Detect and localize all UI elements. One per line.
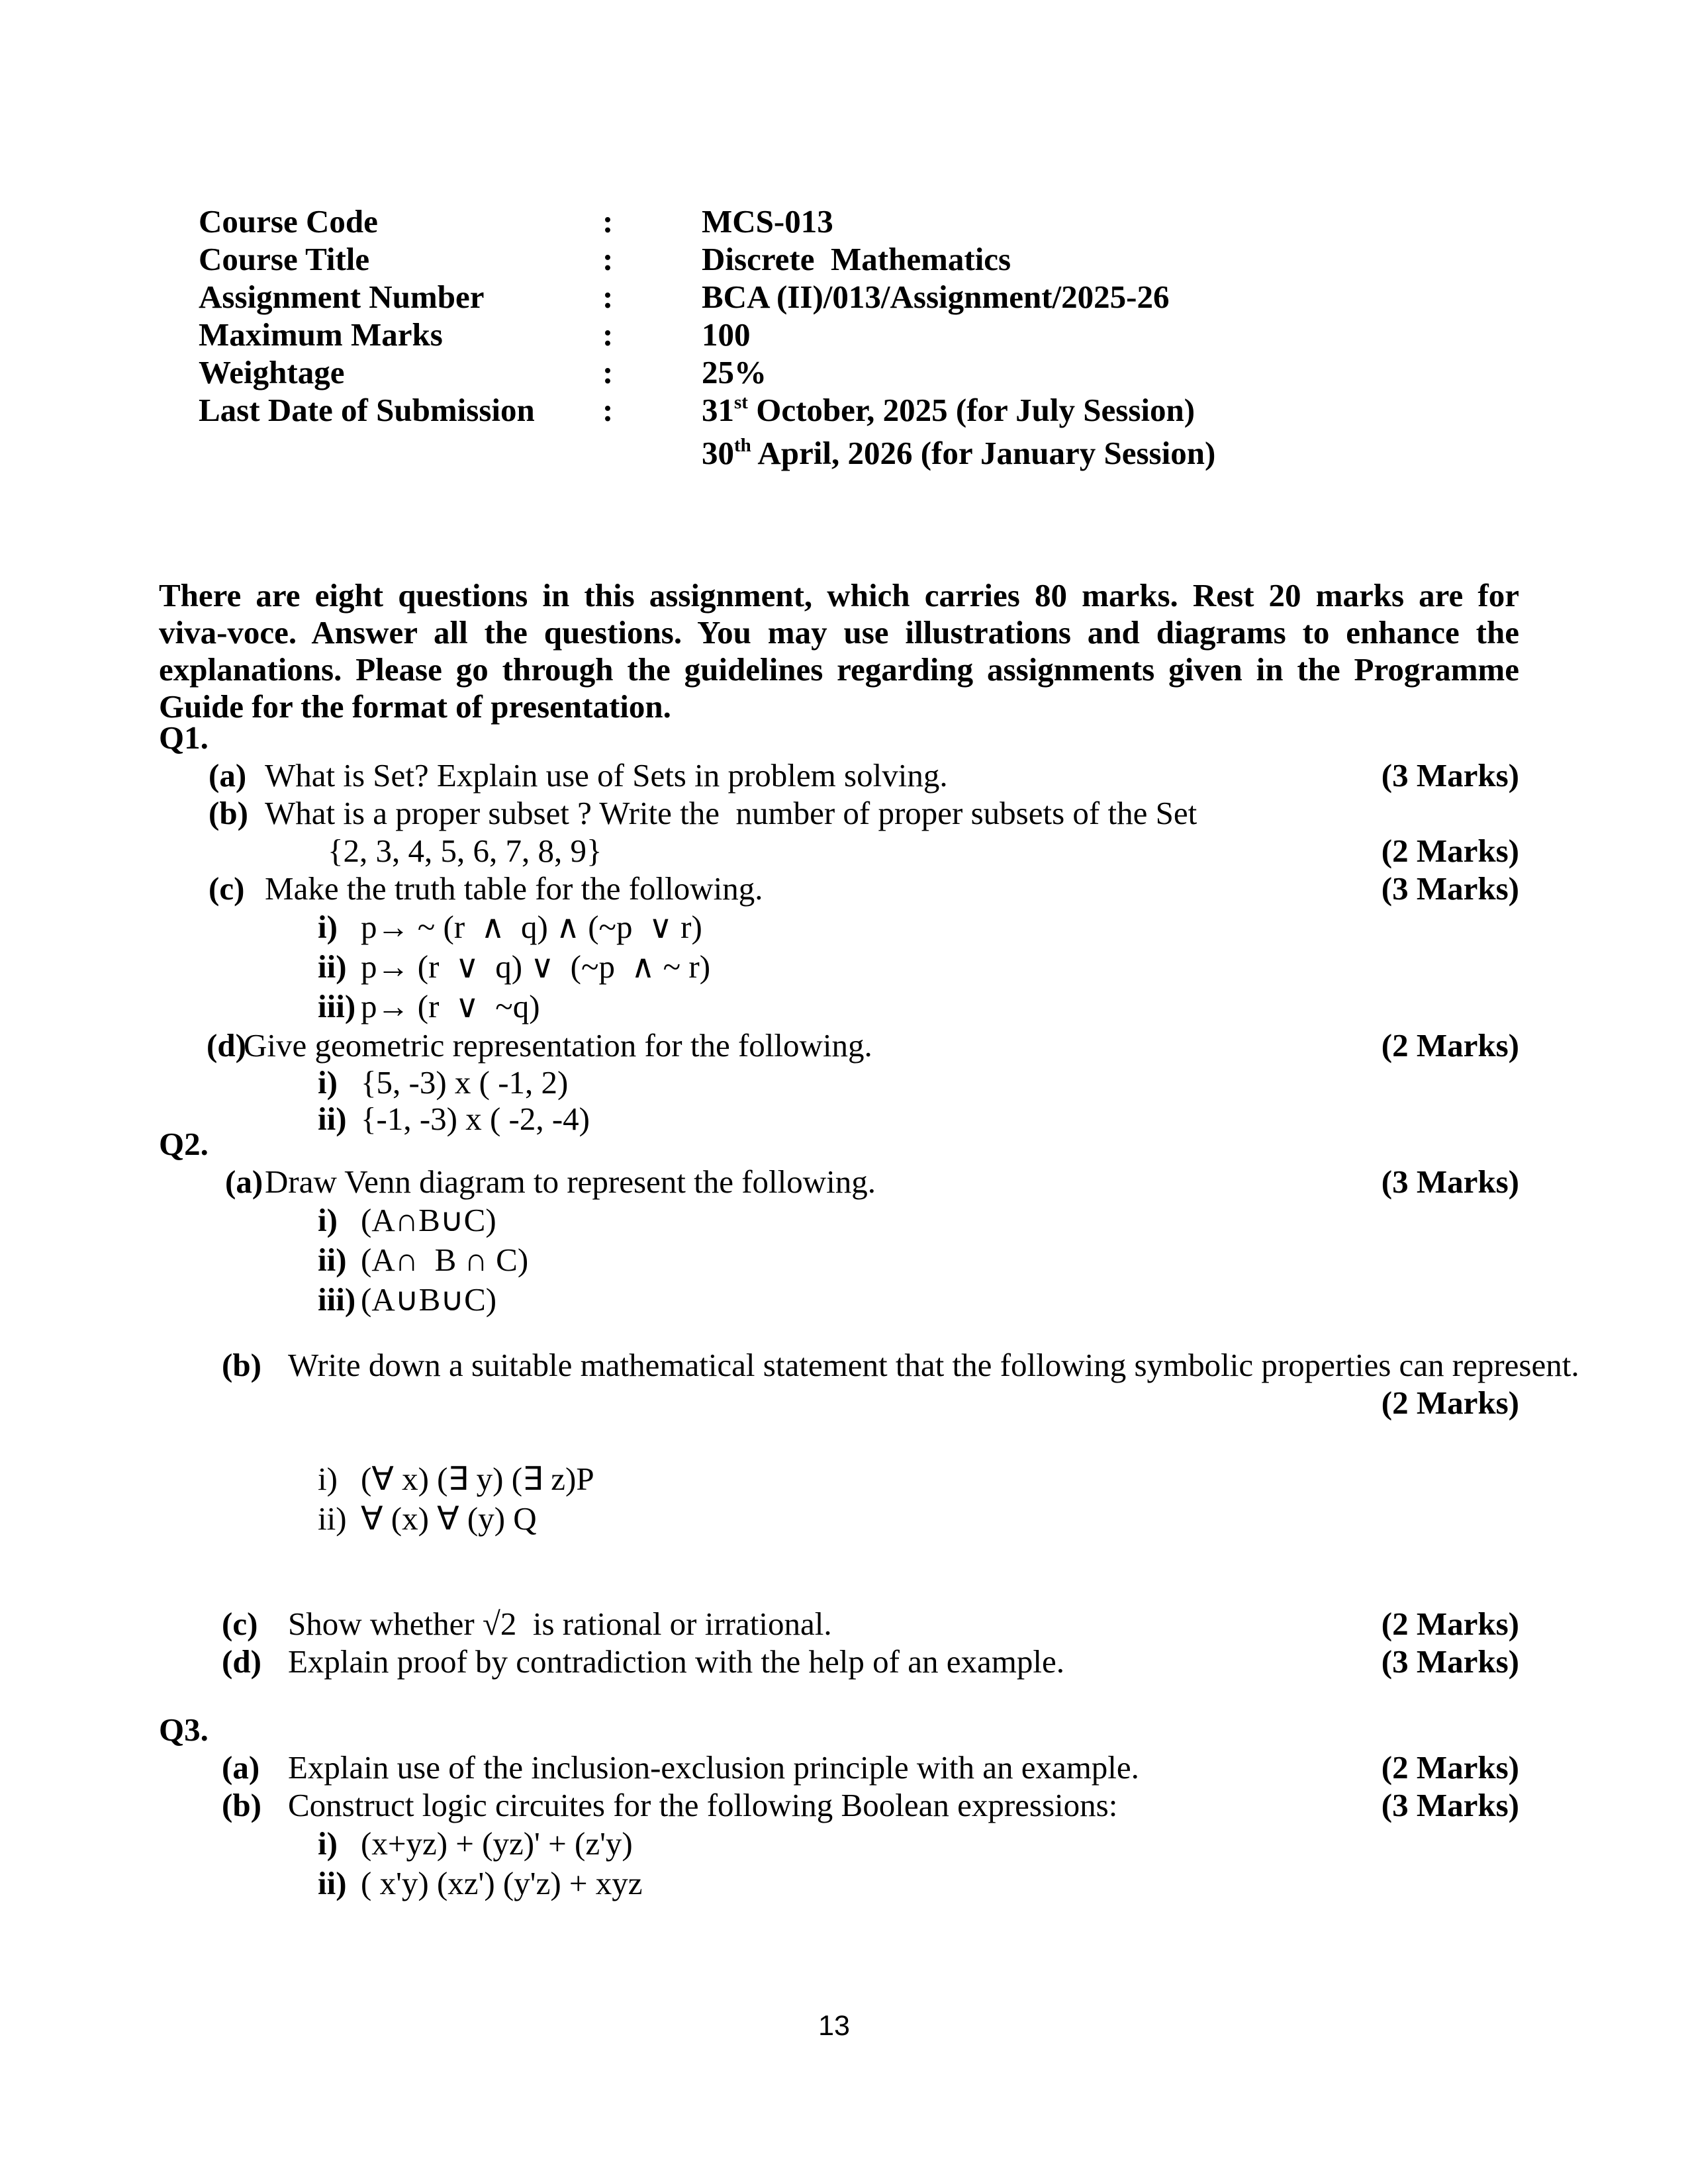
- marks-badge: (3 Marks): [1381, 1643, 1519, 1680]
- quantifier-expression: (∀ x) (∃ y) (∃ z)P: [361, 1461, 594, 1497]
- course-info-table: [199, 203, 1215, 477]
- question-2-title: Q2.: [159, 1126, 209, 1162]
- q1-part-c: [159, 870, 1519, 907]
- last-date-value-july: [702, 391, 1195, 434]
- marks-badge: (3 Marks): [1381, 1163, 1519, 1200]
- part-label: (d): [207, 1027, 246, 1064]
- q1-d-item-i: [159, 1064, 1519, 1101]
- part-label: (a): [222, 1749, 260, 1786]
- q1-part-b: [159, 794, 1519, 832]
- item-number: i): [318, 1825, 338, 1862]
- maximum-marks-label: Maximum Marks: [199, 316, 443, 353]
- marks-badge: (2 Marks): [1381, 1027, 1519, 1064]
- part-label: (c): [209, 870, 245, 907]
- q2-part-b: [159, 1346, 1579, 1384]
- part-text: Write down a suitable mathematical statement that the following symbolic properties can represent.: [288, 1347, 1579, 1383]
- q3-part-b: [159, 1786, 1519, 1824]
- part-text: Draw Venn diagram to represent the following.: [265, 1163, 876, 1200]
- date-day: 30: [702, 435, 734, 471]
- question-2: [159, 1125, 1579, 1680]
- part-label: (a): [225, 1163, 263, 1200]
- item-number: ii): [318, 1242, 347, 1278]
- part-text: What is Set? Explain use of Sets in problem solving.: [265, 757, 948, 794]
- q2-b-item-ii: [159, 1499, 1519, 1539]
- assignment-instructions: [159, 577, 1519, 725]
- question-1-title: Q1.: [159, 719, 209, 756]
- weightage-row: [199, 353, 1215, 391]
- q2-a-item-iii: [159, 1280, 1519, 1320]
- assignment-number-value: BCA (II)/013/Assignment/2025-26: [702, 279, 1170, 315]
- last-date-row: [199, 391, 1215, 434]
- item-number: iii): [318, 988, 356, 1024]
- logic-formula: p→ (r ∨ q) ∨ (~p ∧ ~ r): [361, 948, 711, 985]
- last-date-row-2: [199, 434, 1215, 477]
- q1-part-b-set: [159, 832, 1519, 870]
- interval-expression: {-1, -3) x ( -2, -4): [361, 1101, 590, 1137]
- colon-separator: :: [602, 203, 614, 240]
- weightage-value: 25%: [702, 354, 767, 390]
- last-date-label: Last Date of Submission: [199, 392, 535, 428]
- course-title-value: Discrete Mathematics: [702, 241, 1011, 277]
- set-expression: (A∩ B ∩ C): [361, 1242, 529, 1278]
- colon-separator: :: [602, 241, 614, 277]
- question-1: [159, 719, 1519, 1137]
- q1-part-a: [159, 756, 1519, 794]
- colon-separator: :: [602, 392, 614, 428]
- colon-separator: :: [602, 354, 614, 390]
- item-number: i): [318, 909, 338, 945]
- instructions-line: There are eight questions in this assignment, which carries 80 marks. Rest 20 marks are for: [159, 577, 1519, 614]
- part-text: Give geometric representation for the following.: [244, 1027, 872, 1064]
- item-number: ii): [318, 1101, 347, 1137]
- date-day: 31: [702, 392, 734, 428]
- part-text: What is a proper subset ? Write the number of proper subsets of the Set: [265, 795, 1197, 831]
- empty-colon: [602, 434, 702, 477]
- marks-badge: (2 Marks): [1381, 833, 1519, 869]
- logic-formula: p→ (r ∨ ~q): [361, 988, 540, 1024]
- instructions-line: viva-voce. Answer all the questions. You may use illustrations and diagrams to enhance the: [159, 614, 1519, 651]
- page-number: 13: [818, 2010, 850, 2042]
- assignment-number-row: [199, 278, 1215, 316]
- part-label: (b): [222, 1347, 261, 1383]
- set-expression: (A∩B∪C): [361, 1202, 496, 1238]
- item-number: ii): [318, 948, 347, 985]
- part-label: (a): [209, 757, 247, 794]
- part-label: (b): [222, 1787, 261, 1823]
- q2-a-item-i: [159, 1201, 1519, 1240]
- ordinal-suffix: th: [734, 435, 751, 456]
- marks-badge: (3 Marks): [1381, 870, 1519, 907]
- boolean-expression: ( x'y) (xz') (y'z) + xyz: [361, 1865, 643, 1901]
- set-expression: (A∪B∪C): [361, 1281, 497, 1318]
- q2-b-marks-line: [159, 1384, 1519, 1422]
- course-title-row: [199, 240, 1215, 278]
- marks-badge: (2 Marks): [1381, 1385, 1519, 1421]
- part-label: (c): [222, 1606, 258, 1642]
- question-3: [159, 1711, 1519, 1903]
- last-date-value-january: [702, 434, 1215, 477]
- q1-c-item-i: [159, 907, 1519, 947]
- q2-part-a: [159, 1163, 1519, 1201]
- item-number: i): [318, 1202, 338, 1238]
- boolean-expression: (x+yz) + (yz)' + (z'y): [361, 1825, 633, 1862]
- marks-badge: (3 Marks): [1381, 757, 1519, 794]
- assignment-number-label: Assignment Number: [199, 279, 485, 315]
- q1-c-item-ii: [159, 947, 1519, 987]
- part-text: Construct logic circuites for the following Boolean expressions:: [288, 1787, 1118, 1823]
- q1-part-d: [159, 1026, 1519, 1064]
- instructions-line: explanations. Please go through the guidelines regarding assignments given in the Programme: [159, 651, 1519, 688]
- empty-label: [199, 434, 602, 477]
- item-number: i): [318, 1064, 338, 1101]
- item-number: i): [318, 1461, 338, 1497]
- ordinal-suffix: st: [734, 392, 748, 413]
- date-rest: April, 2026 (for January Session): [751, 435, 1216, 471]
- maximum-marks-value: 100: [702, 316, 751, 353]
- part-label: (d): [222, 1643, 261, 1680]
- course-code-row: [199, 203, 1215, 240]
- maximum-marks-row: [199, 316, 1215, 353]
- part-label: (b): [209, 795, 248, 831]
- course-code-label: Course Code: [199, 203, 378, 240]
- part-text: Show whether √2 is rational or irrational.: [288, 1606, 832, 1642]
- part-text: Explain proof by contradiction with the help of an example.: [288, 1643, 1064, 1680]
- interval-expression: {5, -3) x ( -1, 2): [361, 1064, 569, 1101]
- marks-badge: (3 Marks): [1381, 1787, 1519, 1823]
- quantifier-expression: ∀ (x) ∀ (y) Q: [361, 1500, 537, 1537]
- marks-badge: (2 Marks): [1381, 1749, 1519, 1786]
- q2-b-item-i: [159, 1459, 1519, 1499]
- q1-c-item-iii: [159, 987, 1519, 1026]
- colon-separator: :: [602, 316, 614, 353]
- q2-part-c: [159, 1605, 1519, 1643]
- date-rest: October, 2025 (for July Session): [747, 392, 1196, 428]
- course-code-value: MCS-013: [702, 203, 833, 240]
- question-3-title: Q3.: [159, 1711, 209, 1748]
- item-number: iii): [318, 1281, 356, 1318]
- item-number: ii): [318, 1500, 347, 1537]
- colon-separator: :: [602, 279, 614, 315]
- logic-formula: p→ ~ (r ∧ q) ∧ (~p ∨ r): [361, 909, 702, 945]
- q2-part-d: [159, 1643, 1519, 1680]
- q2-a-item-ii: [159, 1240, 1519, 1280]
- set-notation: {2, 3, 4, 5, 6, 7, 8, 9}: [328, 833, 602, 869]
- weightage-label: Weightage: [199, 354, 345, 390]
- instructions-line: Guide for the format of presentation.: [159, 688, 671, 725]
- item-number: ii): [318, 1865, 347, 1901]
- q3-b-item-i: [159, 1824, 1519, 1864]
- q3-b-item-ii: [159, 1864, 1519, 1903]
- part-text: Make the truth table for the following.: [265, 870, 763, 907]
- marks-badge: (2 Marks): [1381, 1606, 1519, 1642]
- part-text: Explain use of the inclusion-exclusion principle with an example.: [288, 1749, 1139, 1786]
- course-title-label: Course Title: [199, 241, 370, 277]
- q3-part-a: [159, 1749, 1519, 1786]
